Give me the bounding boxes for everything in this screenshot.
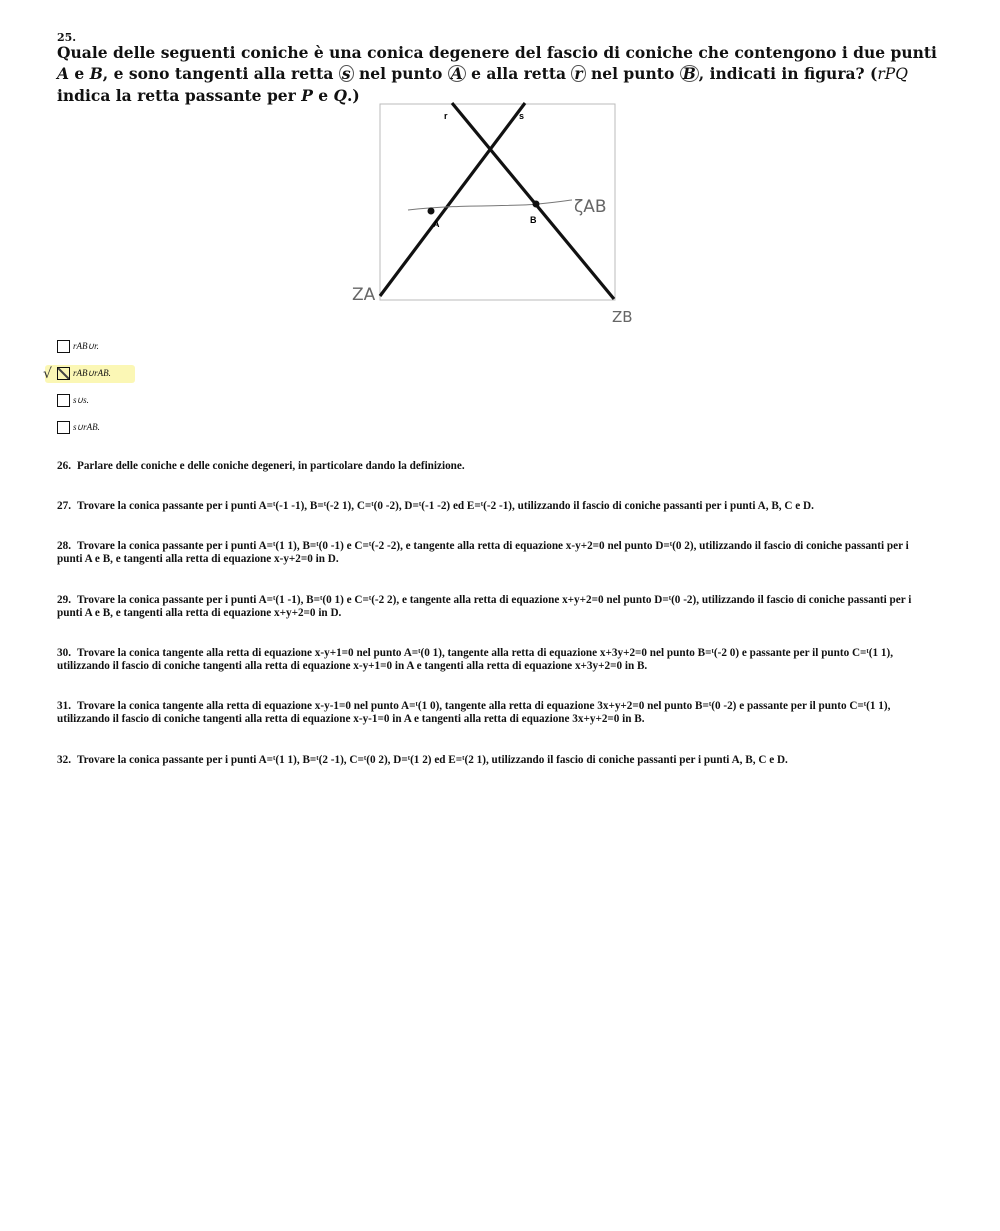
hand-label-rab: ζAB <box>574 197 607 217</box>
question-text: Quale delle seguenti coniche è una conica degenere del fascio di coniche che contengono i due punti A e B, e sono tangenti alla retta s nel punto A e alla retta r nel punto B , indicati in figura? (rPQ indica la retta passante per P e Q.) <box>57 43 937 105</box>
tangent-lines-figure <box>340 100 660 325</box>
point-a <box>428 208 435 215</box>
hand-label-ta: ZA <box>352 285 376 305</box>
exercise-31: 31. Trovare la conica tangente alla retta di equazione x-y-1=0 nel punto A=ᵗ(1 0), tangente alla retta di equazione 3x+y+2=0 nel punto B=ᵗ(0 -2) e passante per il punto C=ᵗ(1 1), utilizzando il fascio di coniche tangenti alla retta di equazione x-y-1=0 in A e tangenti alla retta di equazione 3x+y+2=0 in B. <box>57 700 891 725</box>
question-number: 25. <box>57 31 77 44</box>
hand-label-tb: ZB <box>612 308 633 325</box>
option-2[interactable] <box>43 360 111 387</box>
checkbox[interactable] <box>57 421 70 434</box>
circled-b: B <box>680 65 699 82</box>
exercise-30: 30. Trovare la conica tangente alla retta di equazione x-y+1=0 nel punto A=ᵗ(0 1), tangente alla retta di equazione x+3y+2=0 nel punto B=ᵗ(-2 0) e passante per il punto C=ᵗ(1 1), utilizzando il fascio di coniche tangenti alla retta di equazione x-y+1=0 in A e tangenti alla retta di equazione x+3y+2=0 in B. <box>57 647 894 672</box>
line-r <box>380 103 525 296</box>
exercise-26: 26. Parlare delle coniche e delle coniche degeneri, in particolare dando la definizione. <box>57 460 465 472</box>
answer-options <box>43 333 111 441</box>
circled-s: s <box>339 65 354 82</box>
checkbox[interactable] <box>57 340 70 353</box>
point-b <box>533 201 540 208</box>
option-3[interactable] <box>57 387 111 414</box>
option-1[interactable] <box>57 333 111 360</box>
circled-a: A <box>448 65 466 82</box>
label-a: A <box>433 219 440 229</box>
label-b: B <box>530 215 537 225</box>
option-label: s∪s. <box>73 395 89 405</box>
option-label: s∪rAB. <box>73 422 100 432</box>
label-r: r <box>444 111 448 121</box>
checkbox[interactable] <box>57 367 70 380</box>
circled-r: r <box>571 65 585 82</box>
exercise-29: 29. Trovare la conica passante per i punti A=ᵗ(1 -1), B=ᵗ(0 1) e C=ᵗ(-2 2), e tangente alla retta di equazione x+y+2=0 nel punto D=ᵗ(0 -2), utilizzando il fascio di coniche passanti per i punti A e B, e tangenti alla retta di equazione x+y+2=0 in D. <box>57 594 912 619</box>
check-mark-icon: √ <box>43 366 52 382</box>
option-label: rAB∪rAB. <box>73 368 111 378</box>
checkbox[interactable] <box>57 394 70 407</box>
exercise-28: 28. Trovare la conica passante per i punti A=ᵗ(1 1), B=ᵗ(0 -1) e C=ᵗ(-2 -2), e tangente alla retta di equazione x-y+2=0 nel punto D=ᵗ(0 2), utilizzando il fascio di coniche passanti per i punti A e B, e tangenti alla retta di equazione x-y+2=0 in D. <box>57 540 909 565</box>
label-s: s <box>519 111 525 121</box>
exercise-27: 27. Trovare la conica passante per i punti A=ᵗ(-1 -1), B=ᵗ(-2 1), C=ᵗ(0 -2), D=ᵗ(-1 -2) ed E=ᵗ(-2 -1), utilizzando il fascio di coniche passanti per i punti A, B, C e D. <box>57 500 814 512</box>
option-label: rAB∪r. <box>73 341 99 351</box>
exercise-32: 32. Trovare la conica passante per i punti A=ᵗ(1 1), B=ᵗ(2 -1), C=ᵗ(0 2), D=ᵗ(1 2) ed E=ᵗ(2 1), utilizzando il fascio di coniche passanti per i punti A, B, C e D. <box>57 754 788 766</box>
option-4[interactable] <box>57 414 111 441</box>
